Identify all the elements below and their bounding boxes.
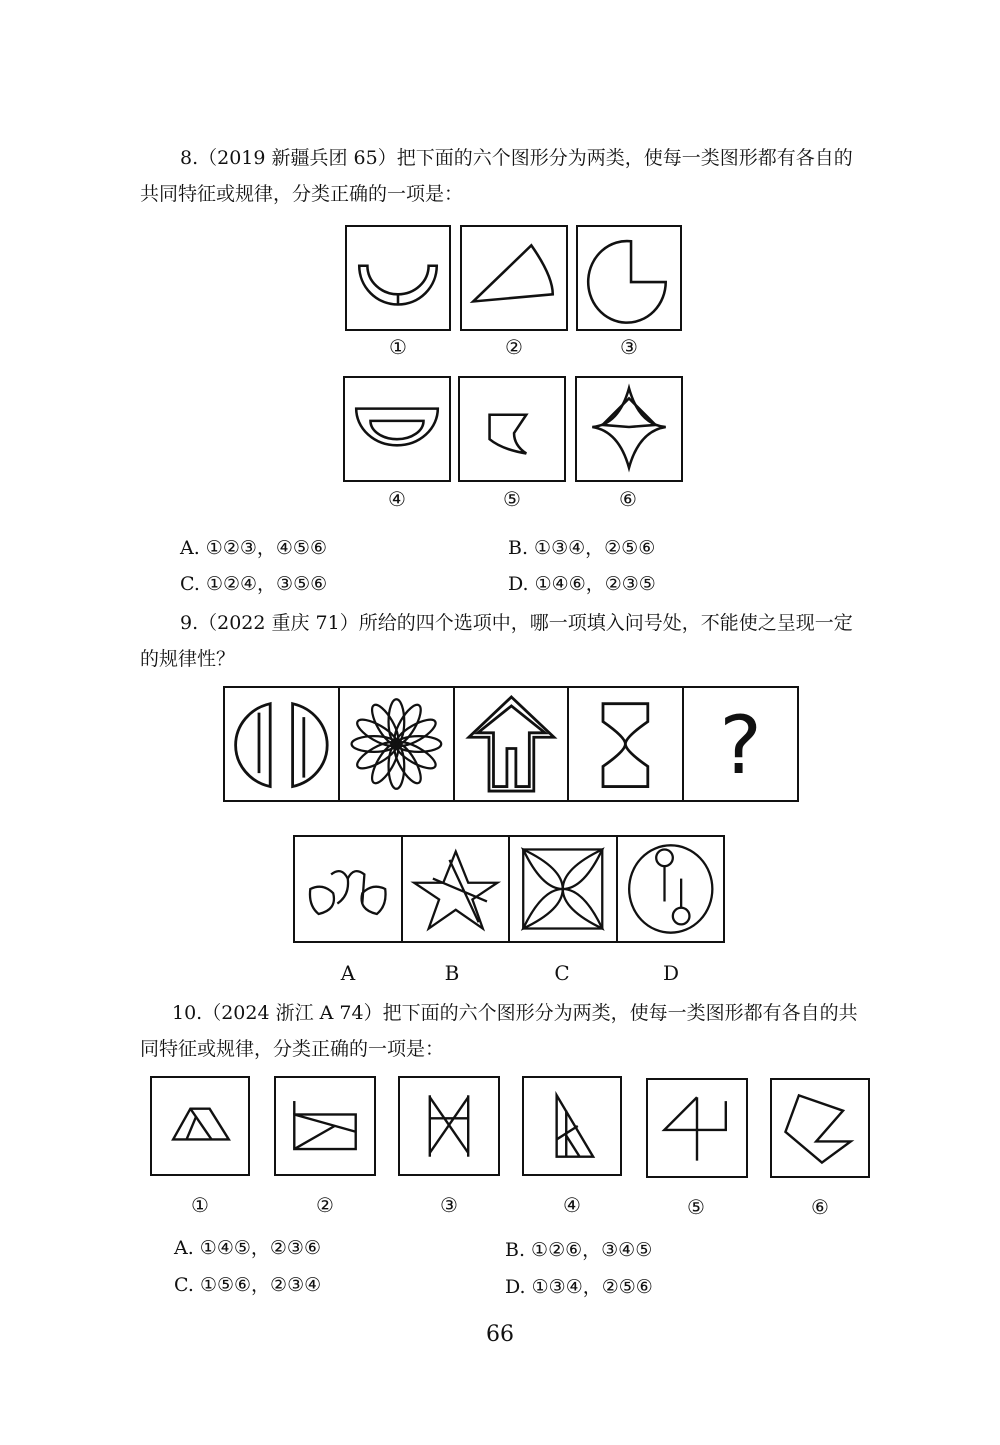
q10-label-5: ⑤ <box>687 1195 705 1219</box>
q8-stem-line1: 8.（2019 新疆兵团 65）把下面的六个图形分为两类，使每一类图形都有各自的 <box>180 147 853 169</box>
q8-label-3: ③ <box>620 335 638 359</box>
q9-label-d: D <box>662 961 680 985</box>
q8-option-d[interactable]: D. ①④⑥，②③⑤ <box>508 573 656 595</box>
q9-label-a: A <box>340 961 356 985</box>
page-number: 66 <box>486 1322 514 1347</box>
q9-seq-figure-2 <box>340 688 455 800</box>
q8-label-6: ⑥ <box>619 487 637 511</box>
q9-options-strip <box>293 835 725 943</box>
q10-label-1: ① <box>191 1193 209 1217</box>
q9-label-c: C <box>554 961 570 985</box>
q8-figure-1 <box>345 225 451 331</box>
q8-option-c[interactable]: C. ①②④，③⑤⑥ <box>180 573 328 595</box>
q10-figure-5 <box>646 1078 748 1178</box>
q9-sequence-strip <box>223 686 799 802</box>
q8-figure-4 <box>343 376 451 482</box>
q10-option-d[interactable]: D. ①③④，②⑤⑥ <box>505 1276 653 1298</box>
q8-option-b[interactable]: B. ①③④，②⑤⑥ <box>508 537 656 559</box>
q10-label-2: ② <box>316 1193 334 1217</box>
q10-stem-line2: 同特征或规律，分类正确的一项是： <box>140 1038 445 1060</box>
q10-figure-3 <box>398 1076 500 1176</box>
q8-label-5: ⑤ <box>503 487 521 511</box>
q8-option-a[interactable]: A. ①②③，④⑤⑥ <box>180 537 327 559</box>
q8-figure-5 <box>458 376 566 482</box>
q9-stem-line1: 9.（2022 重庆 71）所给的四个选项中，哪一项填入问号处，不能使之呈现一定 <box>180 612 853 634</box>
q9-option-figure-d[interactable] <box>618 837 724 941</box>
q9-option-figure-c[interactable] <box>510 837 618 941</box>
q8-figure-6 <box>575 376 683 482</box>
q8-figure-3 <box>576 225 682 331</box>
q9-option-figure-a[interactable] <box>295 837 403 941</box>
q9-seq-figure-1 <box>225 688 340 800</box>
q9-stem-line2: 的规律性？ <box>140 648 236 670</box>
q8-figure-2 <box>460 225 568 331</box>
q10-label-3: ③ <box>440 1193 458 1217</box>
q10-figure-6 <box>770 1078 870 1178</box>
q10-figure-4 <box>522 1076 622 1176</box>
q10-option-c[interactable]: C. ①⑤⑥，②③④ <box>174 1274 322 1296</box>
q8-label-4: ④ <box>388 487 406 511</box>
q10-option-a[interactable]: A. ①④⑤，②③⑥ <box>174 1237 321 1259</box>
q9-seq-unknown <box>684 688 797 800</box>
q10-stem-line1: 10.（2024 浙江 A 74）把下面的六个图形分为两类，使每一类图形都有各自的共 <box>172 1002 858 1024</box>
q10-label-4: ④ <box>563 1193 581 1217</box>
q10-option-b[interactable]: B. ①②⑥，③④⑤ <box>505 1239 653 1261</box>
q9-option-figure-b[interactable] <box>403 837 511 941</box>
q10-figure-1 <box>150 1076 250 1176</box>
q8-label-2: ② <box>505 335 523 359</box>
q9-label-b: B <box>444 961 460 985</box>
q10-figure-2 <box>274 1076 376 1176</box>
q8-label-1: ① <box>389 335 407 359</box>
q9-seq-figure-4 <box>569 688 684 800</box>
q10-label-6: ⑥ <box>811 1195 829 1219</box>
question-mark: ? <box>719 699 762 792</box>
q9-seq-figure-3 <box>455 688 570 800</box>
q8-stem-line2: 共同特征或规律，分类正确的一项是： <box>140 183 464 205</box>
